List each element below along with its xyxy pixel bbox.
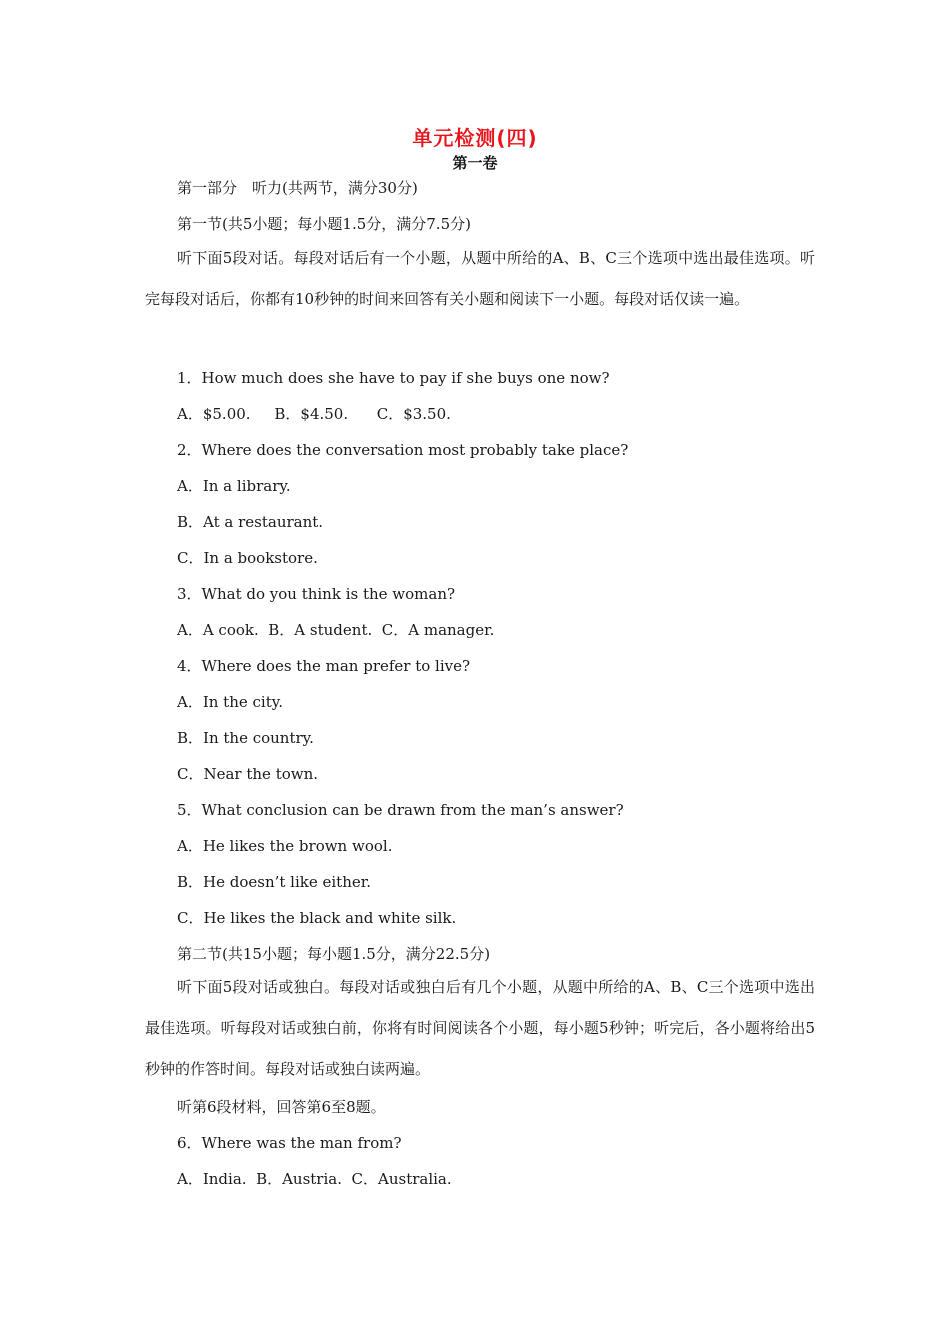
question-6: 6．Where was the man from?	[177, 1134, 402, 1152]
question-3-options: A．A cook. B．A student. C．A manager.	[177, 621, 495, 639]
question-4: 4．Where does the man prefer to live?	[177, 657, 471, 675]
question-2-option-c: C．In a bookstore.	[177, 549, 318, 567]
question-5-option-b: B．He doesn’t like either.	[177, 873, 372, 891]
part-heading: 第一部分 听力(共两节，满分30分)	[177, 179, 418, 197]
question-3: 3．What do you think is the woman?	[177, 585, 456, 603]
question-5-option-c: C．He likes the black and white silk.	[177, 909, 457, 927]
question-2-option-a: A．In a library.	[177, 477, 291, 495]
instructions-paragraph: 听下面5段对话。每段对话后有一个小题，从题中所给的A、B、C三个选项中选出最佳选项。听完每段对话后，你都有10秒钟的时间来回答有关小题和阅读下一小题。每段对话仅读一遍。	[145, 249, 815, 308]
question-1-options: A．$5.00. B．$4.50. C．$3.50.	[177, 405, 451, 423]
section-heading: 第一节(共5小题；每小题1.5分，满分7.5分)	[177, 215, 471, 233]
question-2: 2．Where does the conversation most probably take place?	[177, 441, 629, 459]
material-heading: 听第6段材料，回答第6至8题。	[177, 1098, 386, 1116]
question-6-options: A．India. B．Austria. C．Australia.	[177, 1170, 452, 1188]
question-4-option-b: B．In the country.	[177, 729, 314, 747]
question-2-option-b: B．At a restaurant.	[177, 513, 324, 531]
section-heading: 第二节(共15小题；每小题1.5分，满分22.5分)	[177, 945, 491, 963]
question-5: 5．What conclusion can be drawn from the man’s answer?	[177, 801, 624, 819]
question-5-option-a: A．He likes the brown wool.	[177, 837, 393, 855]
page-title: 单元检测(四)	[412, 126, 538, 150]
question-4-option-a: A．In the city.	[177, 693, 283, 711]
instructions-paragraph: 听下面5段对话或独白。每段对话或独白后有几个小题，从题中所给的A、B、C三个选项中选出最佳选项。听每段对话或独白前，你将有时间阅读各个小题，每小题5秒钟；听完后，各小题将给出5秒钟的作答时间。每段对话或独白读两遍。	[145, 978, 815, 1078]
volume-subtitle: 第一卷	[452, 154, 498, 172]
question-4-option-c: C．Near the town.	[177, 765, 319, 783]
question-1: 1．How much does she have to pay if she buys one now?	[177, 369, 610, 387]
